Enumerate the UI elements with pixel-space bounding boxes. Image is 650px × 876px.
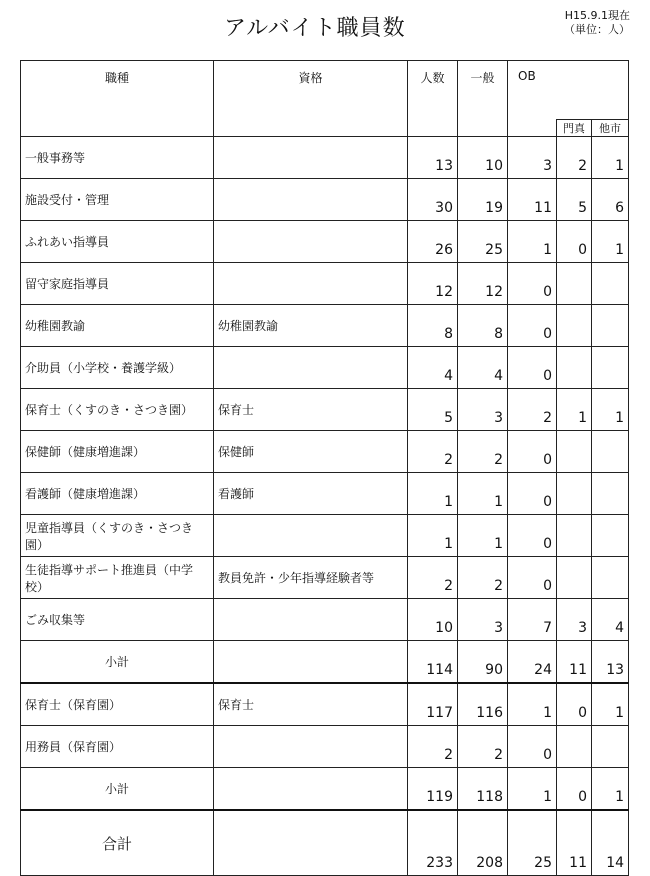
table-row: [21, 347, 629, 389]
header-count: 人数: [408, 61, 458, 137]
table-row: [21, 221, 629, 263]
table-row: [21, 137, 629, 179]
row-ob: 1: [508, 768, 557, 811]
row-job: 生徒指導サポート推進員（中学校）: [21, 557, 214, 599]
row-ob: 0: [508, 431, 557, 473]
row-job: 介助員（小学校・養護学級）: [21, 347, 214, 389]
row-other: [592, 557, 629, 599]
row-general: 1: [458, 515, 508, 557]
table-row: [21, 179, 629, 221]
row-qual: 幼稚園教諭: [214, 305, 408, 347]
table-row: [21, 810, 629, 876]
row-qual: 保育士: [214, 683, 408, 726]
row-monzen: 0: [557, 768, 592, 811]
row-monzen: 0: [557, 683, 592, 726]
row-ob: 0: [508, 726, 557, 768]
row-monzen: [557, 347, 592, 389]
row-qual-empty: [214, 810, 408, 876]
row-count: 30: [408, 179, 458, 221]
row-other: 14: [592, 810, 629, 876]
row-job: 保健師（健康増進課）: [21, 431, 214, 473]
row-count: 2: [408, 557, 458, 599]
header-qual: 資格: [214, 61, 408, 137]
row-other: 1: [592, 221, 629, 263]
row-ob: 3: [508, 137, 557, 179]
row-count: 1: [408, 473, 458, 515]
row-count: 8: [408, 305, 458, 347]
row-job: 留守家庭指導員: [21, 263, 214, 305]
row-general: 3: [458, 599, 508, 641]
table-row: [21, 641, 629, 684]
row-other: 4: [592, 599, 629, 641]
row-general: 19: [458, 179, 508, 221]
row-count: 1: [408, 515, 458, 557]
header-ob-gap: [508, 120, 557, 137]
row-job: 幼稚園教諭: [21, 305, 214, 347]
row-label: 合計: [21, 810, 214, 876]
row-count: 2: [408, 431, 458, 473]
row-ob: 24: [508, 641, 557, 684]
row-other: [592, 305, 629, 347]
row-job: 一般事務等: [21, 137, 214, 179]
row-monzen: [557, 515, 592, 557]
row-monzen: [557, 726, 592, 768]
row-ob: 0: [508, 305, 557, 347]
table-row: [21, 305, 629, 347]
row-ob: 0: [508, 347, 557, 389]
row-monzen: [557, 431, 592, 473]
row-count: 117: [408, 683, 458, 726]
table-row: [21, 263, 629, 305]
row-job: 児童指導員（くすのき・さつき園）: [21, 515, 214, 557]
row-qual: 保健師: [214, 431, 408, 473]
row-general: 90: [458, 641, 508, 684]
row-monzen: 1: [557, 389, 592, 431]
row-ob: 1: [508, 683, 557, 726]
row-other: [592, 473, 629, 515]
row-count: 114: [408, 641, 458, 684]
row-qual: [214, 726, 408, 768]
row-count: 26: [408, 221, 458, 263]
row-count: 4: [408, 347, 458, 389]
header-monzen: 門真: [557, 120, 592, 137]
header-job: 職種: [21, 61, 214, 137]
row-count: 119: [408, 768, 458, 811]
row-general: 116: [458, 683, 508, 726]
row-other: [592, 347, 629, 389]
row-other: 1: [592, 137, 629, 179]
row-ob: 2: [508, 389, 557, 431]
row-ob: 25: [508, 810, 557, 876]
row-general: 2: [458, 557, 508, 599]
row-other: [592, 263, 629, 305]
row-monzen: 5: [557, 179, 592, 221]
date-line: H15.9.1現在: [564, 9, 630, 22]
table-row: [21, 726, 629, 768]
row-general: 8: [458, 305, 508, 347]
row-monzen: 3: [557, 599, 592, 641]
row-monzen: 11: [557, 641, 592, 684]
row-qual: [214, 137, 408, 179]
staff-table: [20, 60, 629, 876]
row-job: ごみ収集等: [21, 599, 214, 641]
row-qual: [214, 515, 408, 557]
row-job: ふれあい指導員: [21, 221, 214, 263]
header-general: 一般: [458, 61, 508, 137]
row-ob: 7: [508, 599, 557, 641]
row-count: 2: [408, 726, 458, 768]
row-monzen: 11: [557, 810, 592, 876]
row-ob: 0: [508, 263, 557, 305]
row-other: 1: [592, 389, 629, 431]
unit-line: （単位：人）: [564, 23, 630, 36]
row-monzen: 2: [557, 137, 592, 179]
row-count: 13: [408, 137, 458, 179]
row-general: 4: [458, 347, 508, 389]
header-other-city: 他市: [592, 120, 629, 137]
row-label: 小計: [21, 641, 214, 684]
row-general: 25: [458, 221, 508, 263]
row-qual-empty: [214, 768, 408, 811]
row-qual: [214, 221, 408, 263]
row-count: 5: [408, 389, 458, 431]
row-other: 13: [592, 641, 629, 684]
row-general: 2: [458, 726, 508, 768]
row-count: 10: [408, 599, 458, 641]
table-row: [21, 683, 629, 726]
row-ob: 0: [508, 515, 557, 557]
row-qual: [214, 347, 408, 389]
row-other: 6: [592, 179, 629, 221]
table-row: [21, 515, 629, 557]
table-row: [21, 768, 629, 811]
row-other: 1: [592, 768, 629, 811]
row-monzen: 0: [557, 221, 592, 263]
row-job: 看護師（健康増進課）: [21, 473, 214, 515]
row-qual: 教員免許・少年指導経験者等: [214, 557, 408, 599]
table-row: [21, 389, 629, 431]
page-title: アルバイト職員数: [224, 16, 406, 41]
row-job: 用務員（保育園）: [21, 726, 214, 768]
row-label: 小計: [21, 768, 214, 811]
row-general: 118: [458, 768, 508, 811]
row-qual: 看護師: [214, 473, 408, 515]
row-monzen: [557, 305, 592, 347]
row-other: 1: [592, 683, 629, 726]
row-qual: 保育士: [214, 389, 408, 431]
row-job: 施設受付・管理: [21, 179, 214, 221]
row-count: 12: [408, 263, 458, 305]
row-qual: [214, 263, 408, 305]
header-ob: OB: [508, 61, 629, 120]
row-monzen: [557, 557, 592, 599]
row-general: 10: [458, 137, 508, 179]
row-general: 2: [458, 431, 508, 473]
row-monzen: [557, 263, 592, 305]
table-row: [21, 431, 629, 473]
row-ob: 11: [508, 179, 557, 221]
row-general: 208: [458, 810, 508, 876]
row-monzen: [557, 473, 592, 515]
row-ob: 0: [508, 473, 557, 515]
row-general: 3: [458, 389, 508, 431]
row-count: 233: [408, 810, 458, 876]
table-row: [21, 473, 629, 515]
table-row: [21, 599, 629, 641]
row-job: 保育士（保育園）: [21, 683, 214, 726]
row-ob: 0: [508, 557, 557, 599]
row-other: [592, 431, 629, 473]
row-qual: [214, 599, 408, 641]
row-qual-empty: [214, 641, 408, 684]
row-general: 1: [458, 473, 508, 515]
row-other: [592, 726, 629, 768]
row-qual: [214, 179, 408, 221]
row-other: [592, 515, 629, 557]
table-row: [21, 557, 629, 599]
row-job: 保育士（くすのき・さつき園）: [21, 389, 214, 431]
date-note: [564, 9, 630, 37]
row-general: 12: [458, 263, 508, 305]
row-ob: 1: [508, 221, 557, 263]
